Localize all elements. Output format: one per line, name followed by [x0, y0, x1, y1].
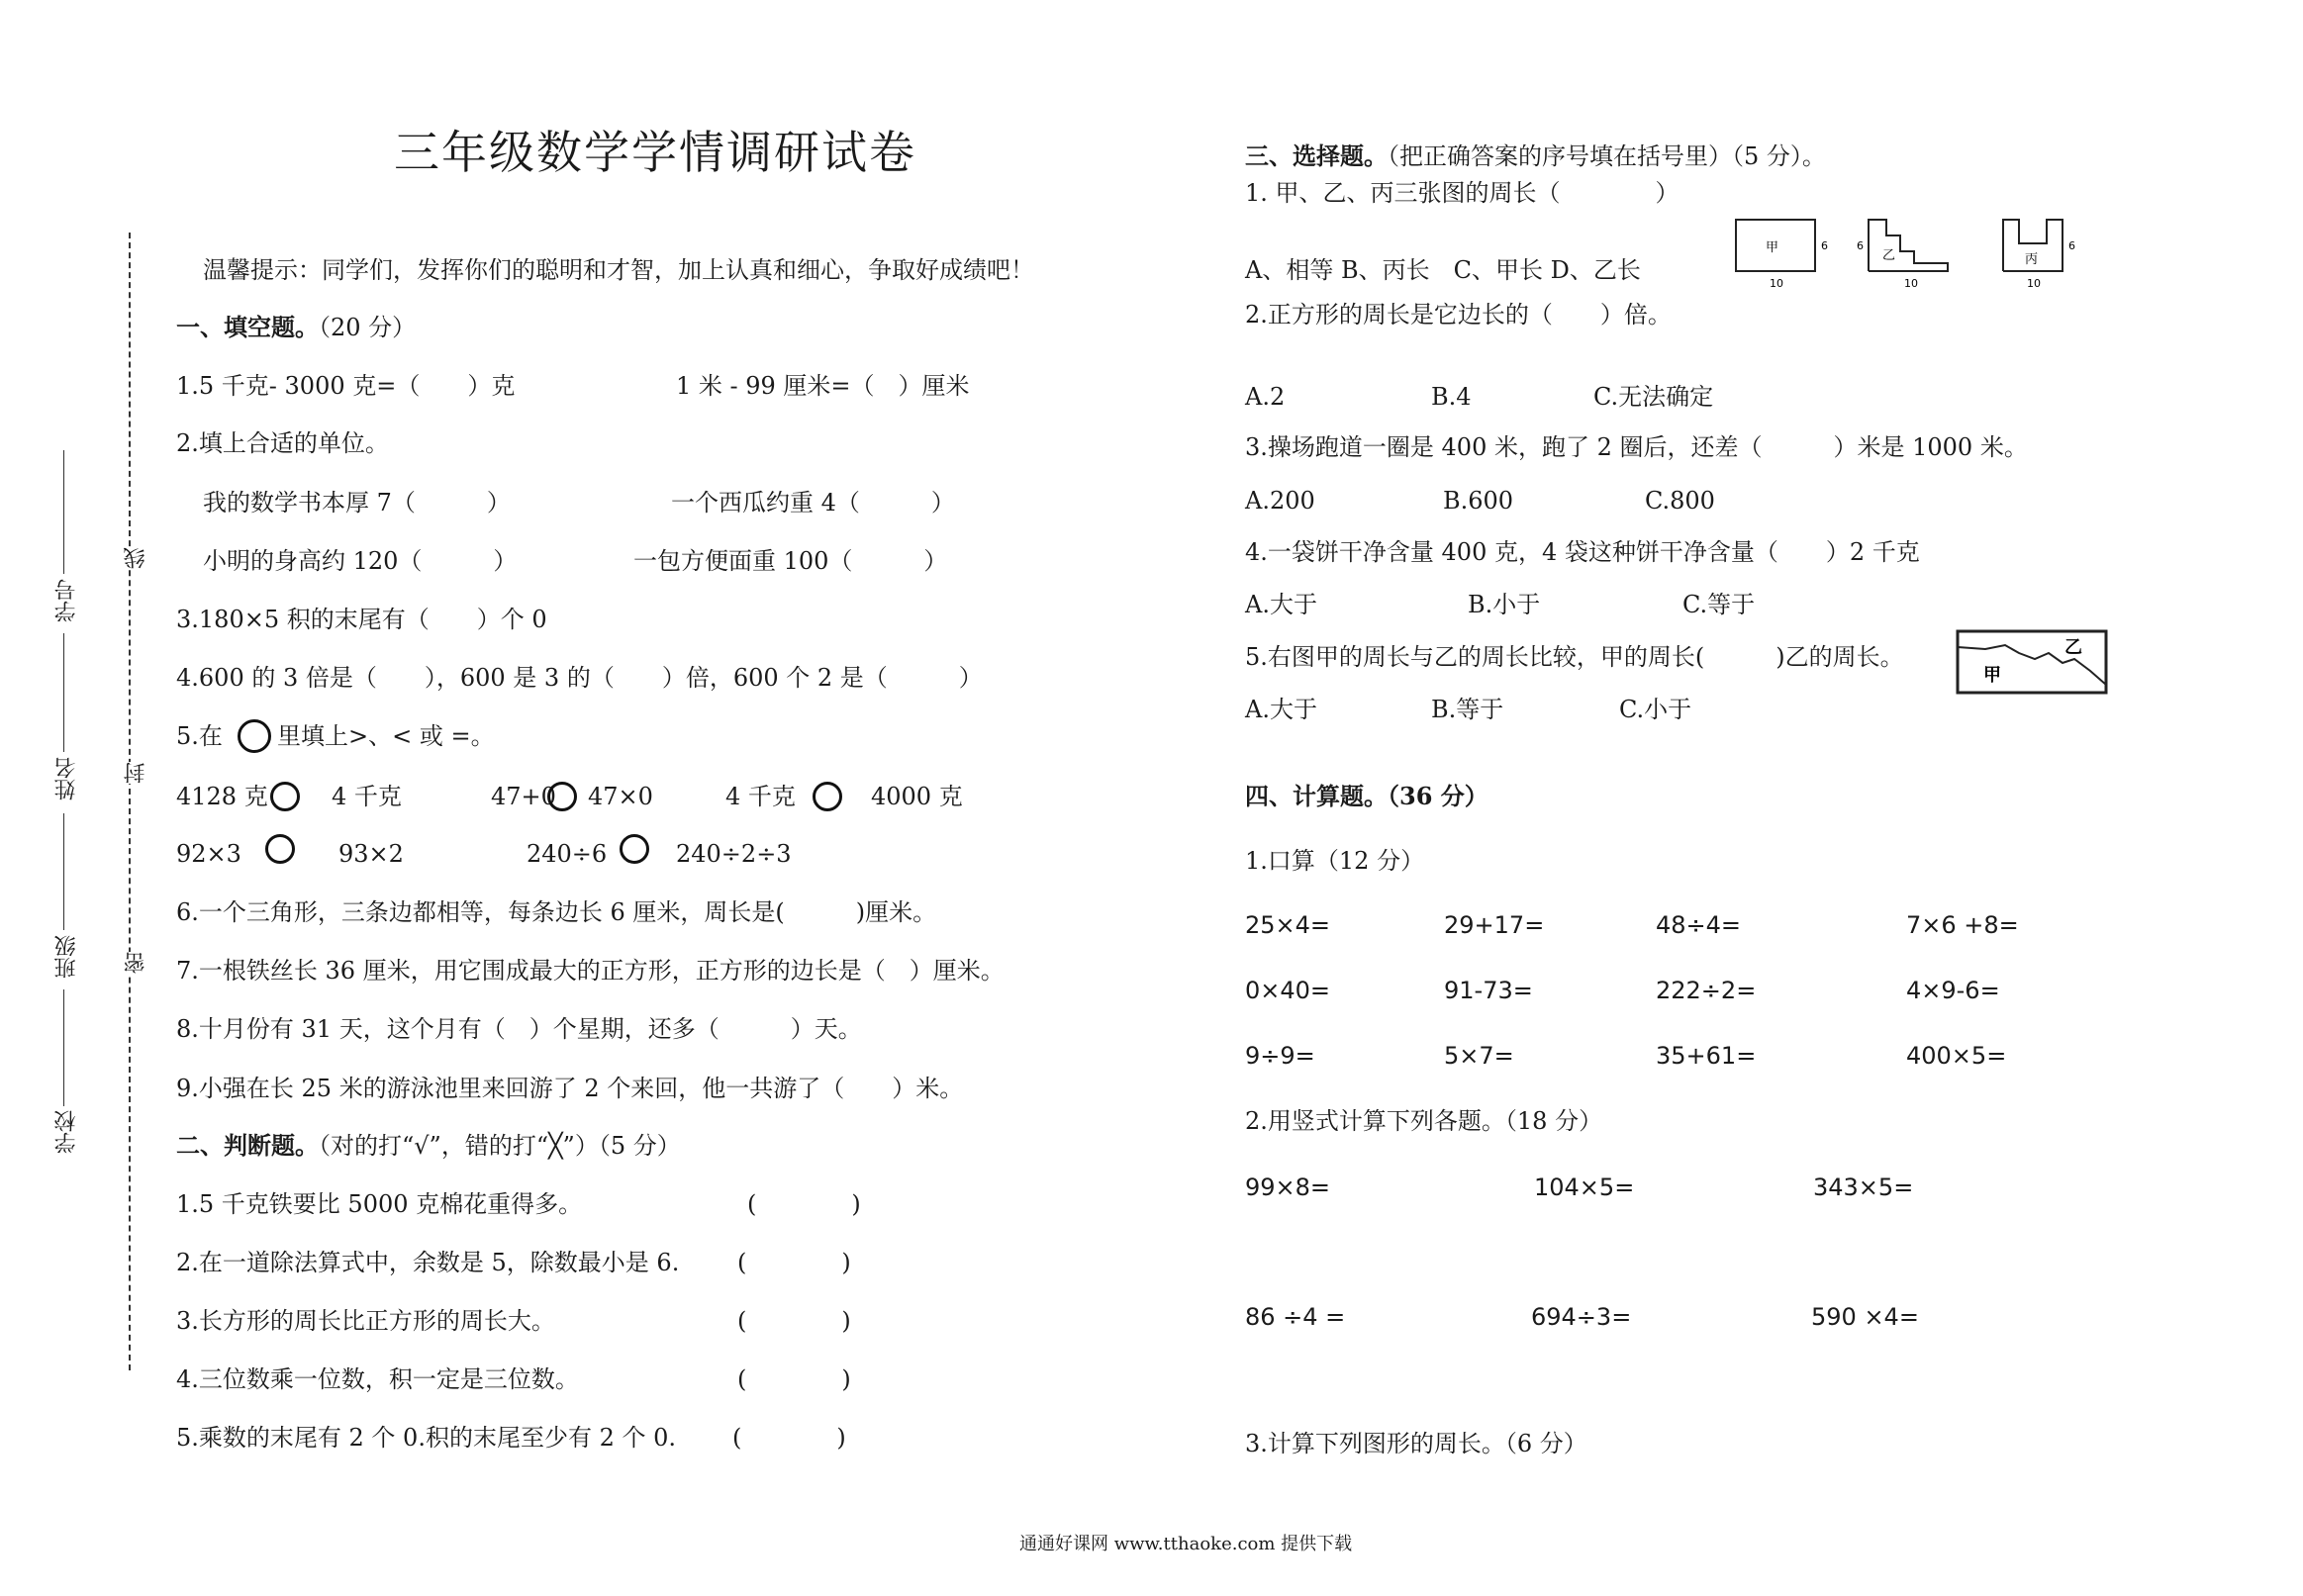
jia-yi-figure: [1956, 629, 2110, 699]
compare-4-left: 92×3: [176, 840, 241, 868]
s3-q1: 1. 甲、乙、丙三张图的周长（ ）: [1245, 179, 1679, 207]
s1-q2: 2.填上合适的单位。: [176, 429, 389, 457]
compare-2-left: 47+0: [491, 783, 556, 810]
s3-q3-opt-c: C.800: [1645, 487, 1715, 515]
figure-jia-height: 6: [1821, 239, 1828, 252]
footer-text: 通通好课网 www.tthaoke.com 提供下载: [1019, 1534, 1353, 1554]
s1-q8: 8.十月份有 31 天，这个月有（ ）个星期，还多（ ）天。: [176, 1015, 862, 1043]
section4-heading: 四、计算题。（36 分）: [1245, 782, 1488, 810]
compare-5-circle[interactable]: [620, 834, 649, 864]
compare-5-left: 240÷6: [527, 840, 608, 868]
class-blank: [63, 813, 64, 930]
field-name: 姓名: [54, 757, 79, 800]
s3-q3-opt-a: A.200: [1245, 487, 1315, 515]
binding-dashed-line: [129, 233, 131, 1370]
vert-1-3: 343×5=: [1813, 1174, 1914, 1201]
judge-blank-4[interactable]: ( ): [737, 1365, 851, 1393]
figure-bing-height: 6: [2068, 239, 2075, 252]
q5-legend-circle: [238, 719, 271, 753]
s1-q1b: 1 米 - 99 厘米=（ ）厘米: [676, 372, 970, 400]
compare-3-left: 4 千克: [725, 783, 796, 810]
compare-4-right: 93×2: [338, 840, 404, 868]
judge-item-3: 3.长方形的周长比正方形的周长大。: [176, 1307, 555, 1335]
figure-yi-shape: [1869, 220, 1948, 271]
field-school: 学校: [54, 1110, 79, 1154]
s4-sub2: 2.用竖式计算下列各题。（18 分）: [1245, 1107, 1603, 1135]
section1-score: （20 分）: [319, 314, 417, 341]
oral-1-2: 29+17=: [1444, 911, 1545, 939]
oral-3-4: 400×5=: [1906, 1042, 2007, 1070]
oral-3-3: 35+61=: [1656, 1042, 1757, 1070]
s1-q2a: 我的数学书本厚 7（ ）: [203, 489, 511, 516]
judge-blank-2[interactable]: ( ): [737, 1249, 851, 1276]
cut-word-dense: 密: [121, 952, 151, 974]
oral-2-3: 222÷2=: [1656, 977, 1757, 1004]
field-class: 班级: [54, 935, 79, 979]
compare-1-circle[interactable]: [270, 782, 300, 811]
compare-3-right: 4000 克: [871, 783, 963, 810]
s1-q5-post: 里填上>、< 或 =。: [277, 722, 495, 750]
cut-word-seal: 封: [121, 762, 151, 784]
figure-bing-width: 10: [2027, 277, 2041, 290]
s3-q2: 2.正方形的周长是它边长的（ ）倍。: [1245, 301, 1672, 329]
compare-1-right: 4 千克: [332, 783, 402, 810]
compare-1-left: 4128 克: [176, 783, 268, 810]
s3-q4-opt-a: A.大于: [1245, 591, 1317, 618]
compare-2-circle[interactable]: [547, 782, 577, 811]
judge-blank-1[interactable]: ( ): [747, 1190, 861, 1218]
section3-heading: 三、选择题。: [1245, 141, 1388, 170]
oral-1-1: 25×4=: [1245, 911, 1331, 939]
name-blank: [63, 633, 64, 752]
vert-2-3: 590 ×4=: [1811, 1303, 1919, 1331]
vert-2-1: 86 ÷4 =: [1245, 1303, 1346, 1331]
s3-q5: 5.右图甲的周长与乙的周长比较，甲的周长( )乙的周长。: [1245, 643, 1904, 671]
section2-heading: 二、判断题。: [176, 1131, 319, 1160]
s3-q3: 3.操场跑道一圈是 400 米，跑了 2 圈后，还差（ ）米是 1000 米。: [1245, 433, 2028, 461]
vert-2-2: 694÷3=: [1531, 1303, 1632, 1331]
s3-q1-options: A、相等 B、丙长 C、甲长 D、乙长: [1245, 256, 1641, 284]
s4-sub3: 3.计算下列图形的周长。（6 分）: [1245, 1430, 1587, 1457]
figure-yi-label: 乙: [1882, 248, 1896, 263]
s3-q5-opt-c: C.小于: [1619, 696, 1692, 723]
s3-q4: 4.一袋饼干净含量 400 克，4 袋这种饼干净含量（ ）2 千克: [1245, 538, 1920, 566]
page-title: 三年级数学学情调研试卷: [394, 126, 916, 179]
oral-1-4: 7×6 +8=: [1906, 911, 2019, 939]
compare-3-circle[interactable]: [813, 782, 842, 811]
oral-3-1: 9÷9=: [1245, 1042, 1315, 1070]
oral-2-4: 4×9-6=: [1906, 977, 2000, 1004]
judge-blank-5[interactable]: ( ): [732, 1424, 846, 1452]
s3-q2-opt-c: C.无法确定: [1593, 383, 1714, 411]
s3-q5-opt-b: B.等于: [1431, 696, 1504, 723]
figure-yi-width: 10: [1904, 277, 1918, 290]
section3-note: （把正确答案的序号填在括号里）（5 分）。: [1388, 142, 1826, 170]
perimeter-figures: [1734, 216, 2110, 293]
s1-q9: 9.小强在长 25 米的游泳池里来回游了 2 个来回，他一共游了（ ）米。: [176, 1075, 964, 1102]
section2-header: [176, 1131, 681, 1161]
figure-jia-width: 10: [1770, 277, 1783, 290]
s1-q3: 3.180×5 积的末尾有（ ）个 0: [176, 606, 547, 633]
vert-1-2: 104×5=: [1534, 1174, 1635, 1201]
cut-word-line: 线: [121, 547, 151, 569]
field-student-number: 学号: [54, 579, 79, 622]
school-blank: [63, 989, 64, 1106]
oral-1-3: 48÷4=: [1656, 911, 1742, 939]
section3-header: [1245, 141, 1826, 171]
s3-q4-opt-c: C.等于: [1682, 591, 1756, 618]
section2-note: （对的打“√”，错的打“╳”）（5 分）: [319, 1132, 681, 1160]
section1-heading: 一、填空题。: [176, 313, 319, 341]
judge-item-1: 1.5 千克铁要比 5000 克棉花重得多。: [176, 1190, 583, 1218]
judge-blank-3[interactable]: ( ): [737, 1307, 851, 1335]
oral-2-2: 91-73=: [1444, 977, 1533, 1004]
student-number-blank: [63, 450, 64, 574]
s1-q2d: 一包方便面重 100（ ）: [633, 547, 948, 575]
judge-item-4: 4.三位数乘一位数，积一定是三位数。: [176, 1365, 579, 1393]
s3-q3-opt-b: B.600: [1443, 487, 1514, 515]
s1-q2c: 小明的身高约 120（ ）: [203, 547, 518, 575]
compare-2-right: 47×0: [588, 783, 653, 810]
s3-q2-opt-a: A.2: [1245, 383, 1286, 411]
section1-header: [176, 313, 416, 342]
s3-q4-opt-b: B.小于: [1468, 591, 1541, 618]
s1-q4: 4.600 的 3 倍是（ ），600 是 3 的（ ）倍，600 个 2 是（ ）: [176, 664, 983, 692]
compare-4-circle[interactable]: [265, 834, 295, 864]
s1-q1a: 1.5 千克- 3000 克=（ ）克: [176, 372, 516, 400]
compare-5-right: 240÷2÷3: [676, 840, 792, 868]
figure-jia-label: 甲: [1766, 240, 1779, 255]
s3-q2-opt-b: B.4: [1431, 383, 1472, 411]
oral-2-1: 0×40=: [1245, 977, 1331, 1004]
figure-yi-height: 6: [1857, 239, 1864, 252]
oral-3-2: 5×7=: [1444, 1042, 1514, 1070]
tip-text: 温馨提示：同学们，发挥你们的聪明和才智，加上认真和细心，争取好成绩吧！: [203, 256, 1034, 284]
figure-bing-label: 丙: [2025, 252, 2039, 267]
s1-q6: 6.一个三角形，三条边都相等，每条边长 6 厘米，周长是( )厘米。: [176, 898, 937, 926]
jia-label: 甲: [1983, 665, 2001, 686]
s1-q5-pre: 5.在: [176, 722, 223, 750]
s3-q5-opt-a: A.大于: [1245, 696, 1317, 723]
s4-sub1: 1.口算（12 分）: [1245, 847, 1425, 875]
yi-label: 乙: [2064, 637, 2082, 658]
s1-q7: 7.一根铁丝长 36 厘米，用它围成最大的正方形，正方形的边长是（ ）厘米。: [176, 957, 1005, 985]
judge-item-5: 5.乘数的末尾有 2 个 0.积的末尾至少有 2 个 0.: [176, 1424, 677, 1452]
vert-1-1: 99×8=: [1245, 1174, 1331, 1201]
s1-q2b: 一个西瓜约重 4（ ）: [671, 489, 955, 516]
judge-item-2: 2.在一道除法算式中，余数是 5，除数最小是 6.: [176, 1249, 680, 1276]
